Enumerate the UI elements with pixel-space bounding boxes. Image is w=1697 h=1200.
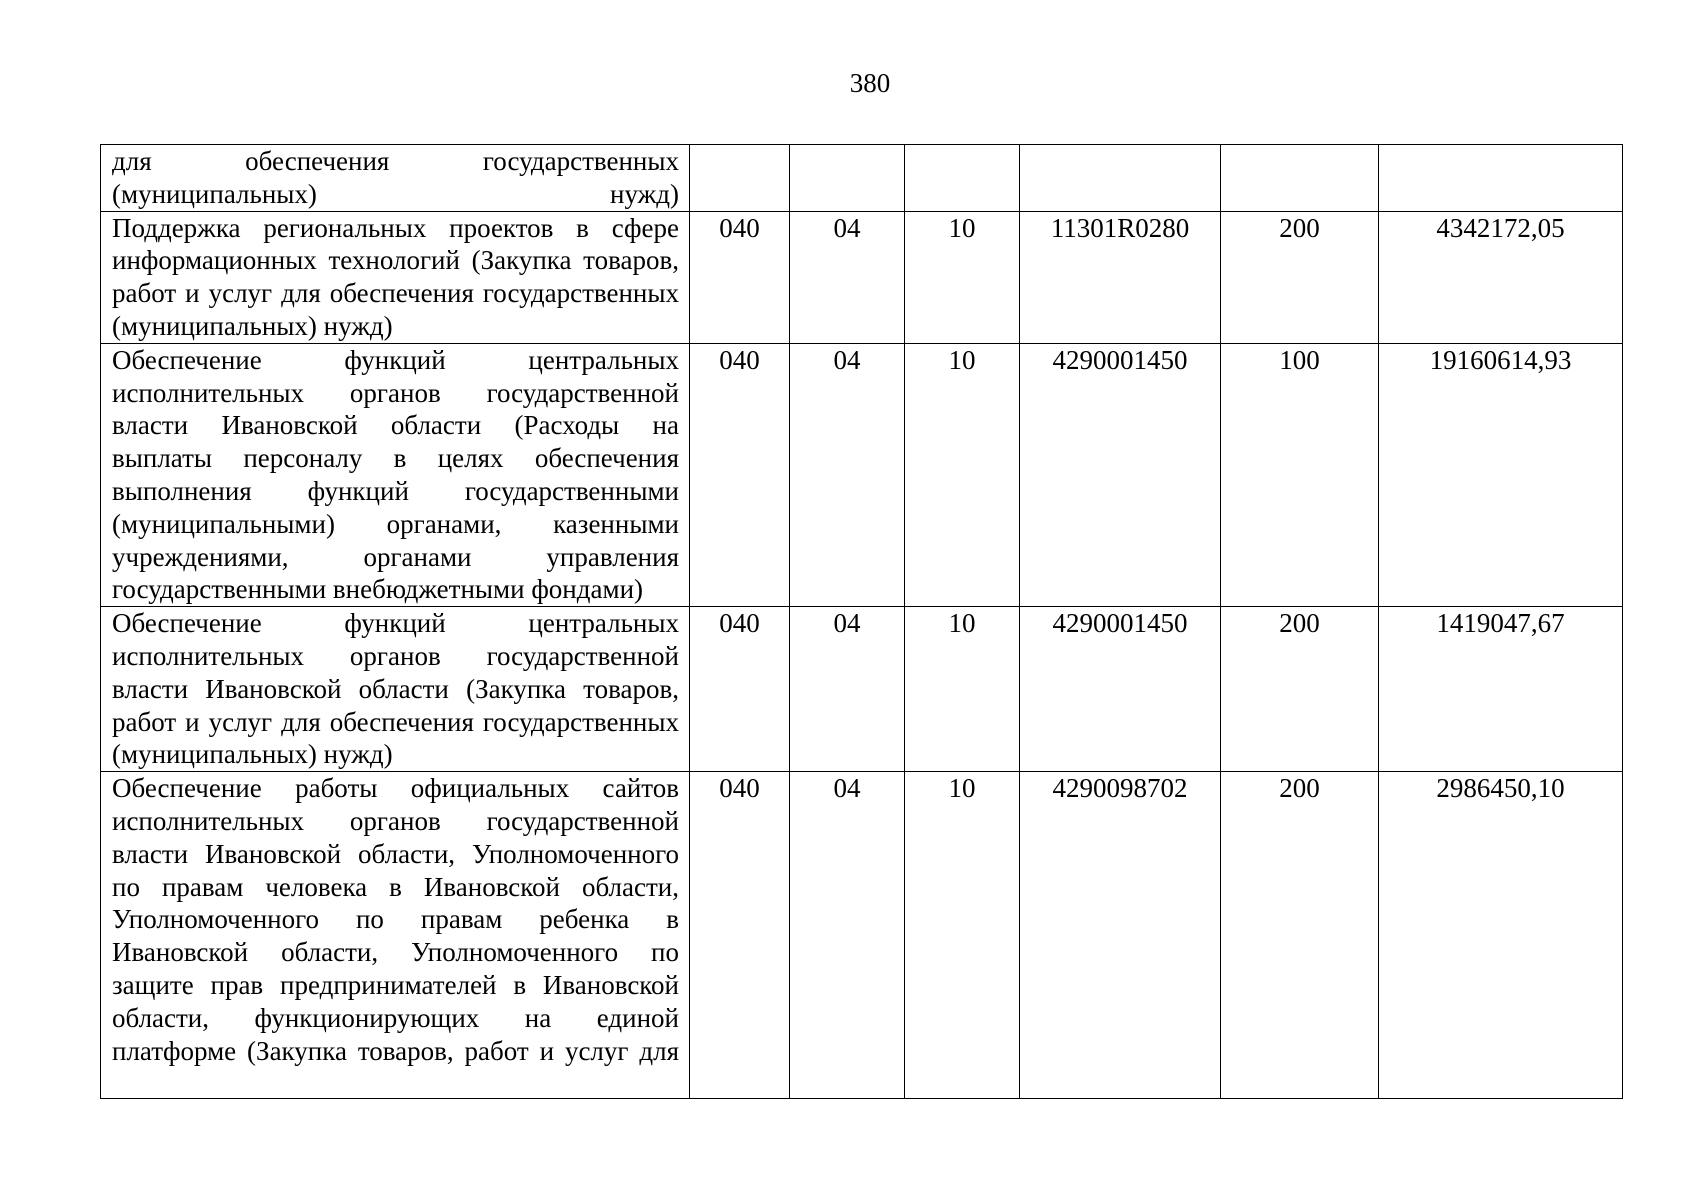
row-expense-type bbox=[1221, 145, 1379, 212]
row-target-article: 11301R0280 bbox=[1020, 211, 1221, 343]
table-row bbox=[101, 772, 1623, 1099]
row-section: 04 bbox=[790, 772, 905, 1099]
row-subsection bbox=[905, 145, 1020, 212]
row-code: 040 bbox=[690, 211, 790, 343]
row-subsection: 10 bbox=[905, 607, 1020, 772]
row-code bbox=[690, 145, 790, 212]
row-code: 040 bbox=[690, 607, 790, 772]
row-target-article bbox=[1020, 145, 1221, 212]
row-amount: 1419047,67 bbox=[1379, 607, 1623, 772]
row-section: 04 bbox=[790, 343, 905, 606]
table-row bbox=[101, 607, 1623, 772]
row-amount: 19160614,93 bbox=[1379, 343, 1623, 606]
row-expense-type: 100 bbox=[1221, 343, 1379, 606]
row-description: Обеспечение функций центральных исполнительных органов государственной власти Ивановской области (Закупка товаров, работ и услуг для обеспечения государственных (муниципальных) нужд) bbox=[101, 607, 690, 772]
row-description: для обеспечения государственных (муниципальных) нужд) bbox=[101, 145, 690, 212]
budget-table bbox=[100, 144, 1623, 1099]
row-amount bbox=[1379, 145, 1623, 212]
row-target-article: 4290098702 bbox=[1020, 772, 1221, 1099]
row-subsection: 10 bbox=[905, 772, 1020, 1099]
row-code: 040 bbox=[690, 343, 790, 606]
row-amount: 4342172,05 bbox=[1379, 211, 1623, 343]
row-section: 04 bbox=[790, 211, 905, 343]
row-description: Поддержка региональных проектов в сфере информационных технологий (Закупка товаров, работ и услуг для обеспечения государственных (муниципальных) нужд) bbox=[101, 211, 690, 343]
row-expense-type: 200 bbox=[1221, 211, 1379, 343]
row-expense-type: 200 bbox=[1221, 607, 1379, 772]
table-row bbox=[101, 211, 1623, 343]
row-code: 040 bbox=[690, 772, 790, 1099]
table-row bbox=[101, 343, 1623, 606]
row-target-article: 4290001450 bbox=[1020, 607, 1221, 772]
page-number: 380 bbox=[849, 68, 891, 98]
row-description: Обеспечение работы официальных сайтов исполнительных органов государственной власти Ивановской области, Уполномоченного по правам человека в Ивановской области, Уполномоченного по правам ребенка в Ивановской области, Уполномоченного по защите прав предпринимателей в Ивановской области, функционирующих на единой платформе (Закупка товаров, работ и услуг для bbox=[101, 772, 690, 1099]
row-subsection: 10 bbox=[905, 343, 1020, 606]
row-description: Обеспечение функций центральных исполнительных органов государственной власти Ивановской области (Расходы на выплаты персоналу в целях обеспечения выполнения функций государственными (муниципальными) органами, казенными учреждениями, органами управления государственными внебюджетными фондами) bbox=[101, 343, 690, 606]
row-section bbox=[790, 145, 905, 212]
row-expense-type: 200 bbox=[1221, 772, 1379, 1099]
row-section: 04 bbox=[790, 607, 905, 772]
row-subsection: 10 bbox=[905, 211, 1020, 343]
row-target-article: 4290001450 bbox=[1020, 343, 1221, 606]
table-row bbox=[101, 145, 1623, 212]
row-amount: 2986450,10 bbox=[1379, 772, 1623, 1099]
